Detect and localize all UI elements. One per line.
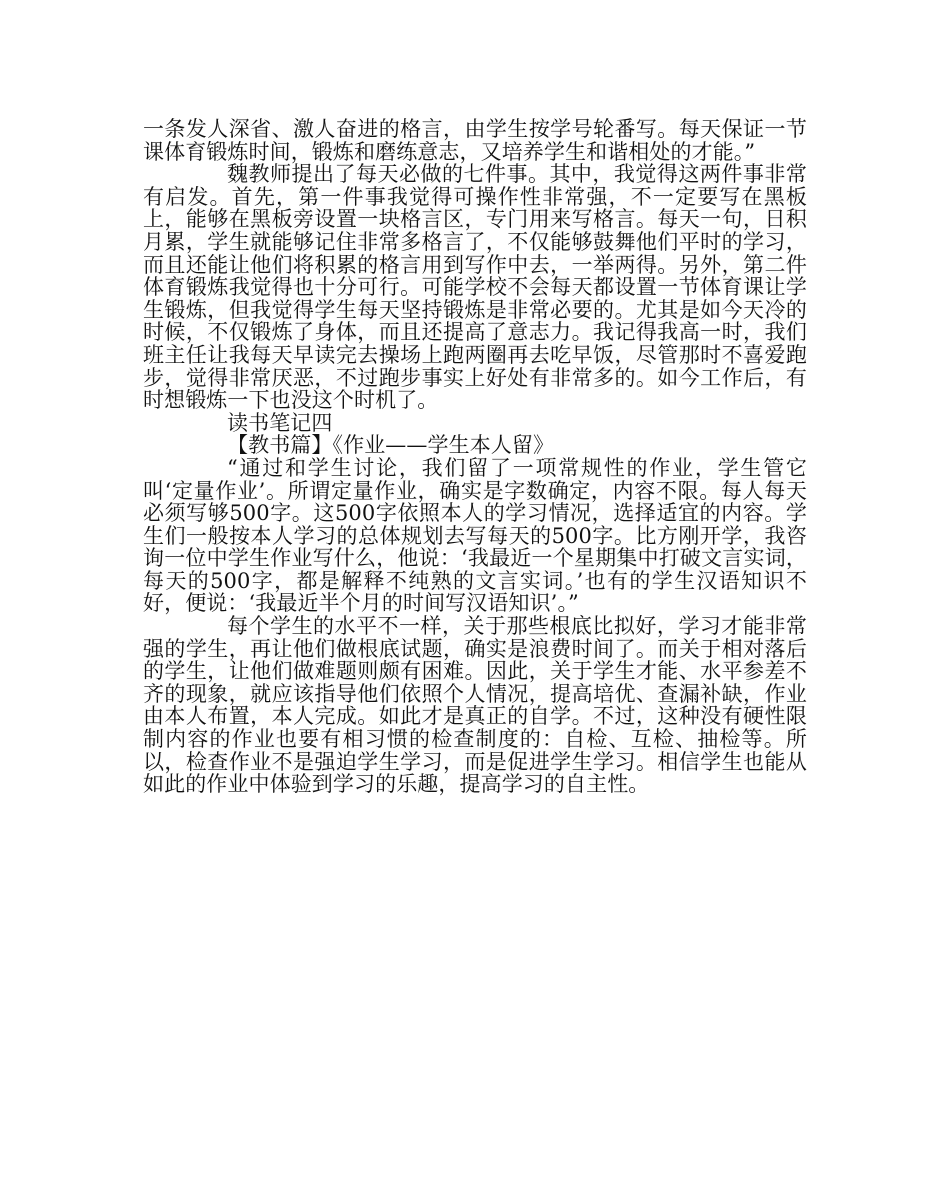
- paragraph-commentary: 每个学生的水平不一样，关于那些根底比拟好，学习才能非常强的学生，再让他们做根底试题，确实是浪费时间了。而关于相对落后的学生，让他们做难题则颇有困难。因此，关于学生才能、水平参差不齐的现象，就应该指导他们依照个人情况，提高培优、查漏补缺，作业由本人布置，本人完成。如此才是真正的自学。不过，这种没有硬性限制内容的作业也要有相习惯的检查制度的：自检、互检、抽检等。所以，检查作业不是强迫学生学习，而是促进学生学习。相信学生也能从如此的作业中体验到学习的乐趣，提高学习的自主性。: [143, 614, 807, 797]
- paragraph-continuation: 一条发人深省、激人奋进的格言，由学生按学号轮番写。每天保证一节课体育锻炼时间，锻炼和磨练意志，又培养学生和谐相处的才能。”: [143, 117, 807, 164]
- section-heading: 读书笔记四: [227, 410, 333, 435]
- paragraph-reflection: 魏教师提出了每天必做的七件事。其中，我觉得这两件事非常有启发。首先，第一件事我觉得可操作性非常强，不一定要写在黑板上，能够在黑板旁设置一块格言区，专门用来写格言。每天一句，日积月累，学生就能够记住非常多格言了，不仅能够鼓舞他们平时的学习，而且还能让他们将积累的格言用到写作中去，一举两得。另外，第二件体育锻炼我觉得也十分可行。可能学校不会每天都设置一节体育课让学生锻炼，但我觉得学生每天坚持锻炼是非常必要的。尤其是如今天冷的时候，不仅锻炼了身体，而且还提高了意志力。我记得我高一时，我们班主任让我每天早读完去操场上跑两圈再去吃早饭，尽管那时不喜爱跑步，觉得非常厌恶，不过跑步事实上好处有非常多的。如今工作后，有时想锻炼一下也没这个时机了。: [143, 162, 807, 413]
- document-page: [143, 118, 807, 796]
- section-subheading: 【教书篇】《作业——学生本人留》: [227, 433, 555, 458]
- paragraph-quote: “通过和学生讨论，我们留了一项常规性的作业，学生管它叫‘定量作业’。所谓定量作业，确实是字数确定，内容不限。每人每天必须写够500字。这500字依照本人的学习情况，选择适宜的内容。学生们一般按本人学习的总体规划去写每天的500字。比方刚开学，我咨询一位中学生作业写什么，他说：‘我最近一个星期集中打破文言实词，每天的500字，都是解释不纯熟的文言实词。’也有的学生汉语知识不好，便说：‘我最近半个月的时间写汉语知识’。”: [143, 455, 807, 616]
